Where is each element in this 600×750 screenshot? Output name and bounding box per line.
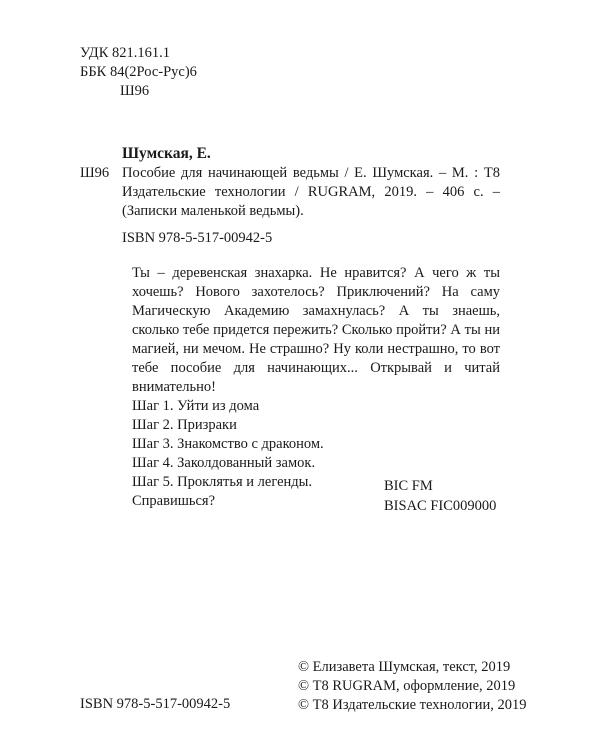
annotation-step: Шаг 2. Призраки xyxy=(132,417,237,433)
author-code-side: Ш96 xyxy=(80,165,110,181)
copyright-block xyxy=(298,658,527,715)
author-code: Ш96 xyxy=(120,83,150,99)
author-name: Шумская, Е. xyxy=(122,145,211,162)
bibliographic-description: Пособие для начинающей ведьмы / Е. Шумская. – М. : Т8 Издательские технологии / RUGRAM, 2019. – 406 с. – (Записки маленькой ведьмы). xyxy=(122,165,500,219)
copyright-line: © Елизавета Шумская, текст, 2019 xyxy=(298,659,511,675)
isbn: ISBN 978-5-517-00942-5 xyxy=(122,230,273,246)
annotation-step: Шаг 3. Знакомство с драконом. xyxy=(132,436,324,452)
annotation-step: Шаг 4. Заколдованный замок. xyxy=(132,455,316,471)
copyright-line: © Т8 RUGRAM, оформление, 2019 xyxy=(298,678,516,694)
bisac-code: BISAC FIC009000 xyxy=(384,498,497,514)
annotation-step: Шаг 5. Проклятья и легенды. xyxy=(132,474,313,490)
copyright-line: © Т8 Издательские технологии, 2019 xyxy=(298,697,527,713)
annotation-step: Шаг 1. Уйти из дома xyxy=(132,398,260,414)
udc-classification: УДК 821.161.1 xyxy=(80,45,170,61)
bic-code: BIC FM xyxy=(384,478,433,494)
annotation-closing: Справишься? xyxy=(132,493,216,509)
annotation xyxy=(132,264,500,511)
bbk-classification: ББК 84(2Рос-Рус)6 xyxy=(80,64,197,80)
annotation-paragraph: Ты – деревенская знахарка. Не нравится? А чего ж ты хочешь? Нового захотелось? Приключений? На саму Магическую Академию замахнулась? А ты знаешь, сколько тебе придется пережить? Сколько пройти? А ты ни магией, ни мечом. Не страшно? Ну коли нестрашно, то вот тебе пособие для начинающих... Открывай и читай внимательно! xyxy=(132,265,500,395)
isbn-bottom: ISBN 978-5-517-00942-5 xyxy=(80,696,231,712)
